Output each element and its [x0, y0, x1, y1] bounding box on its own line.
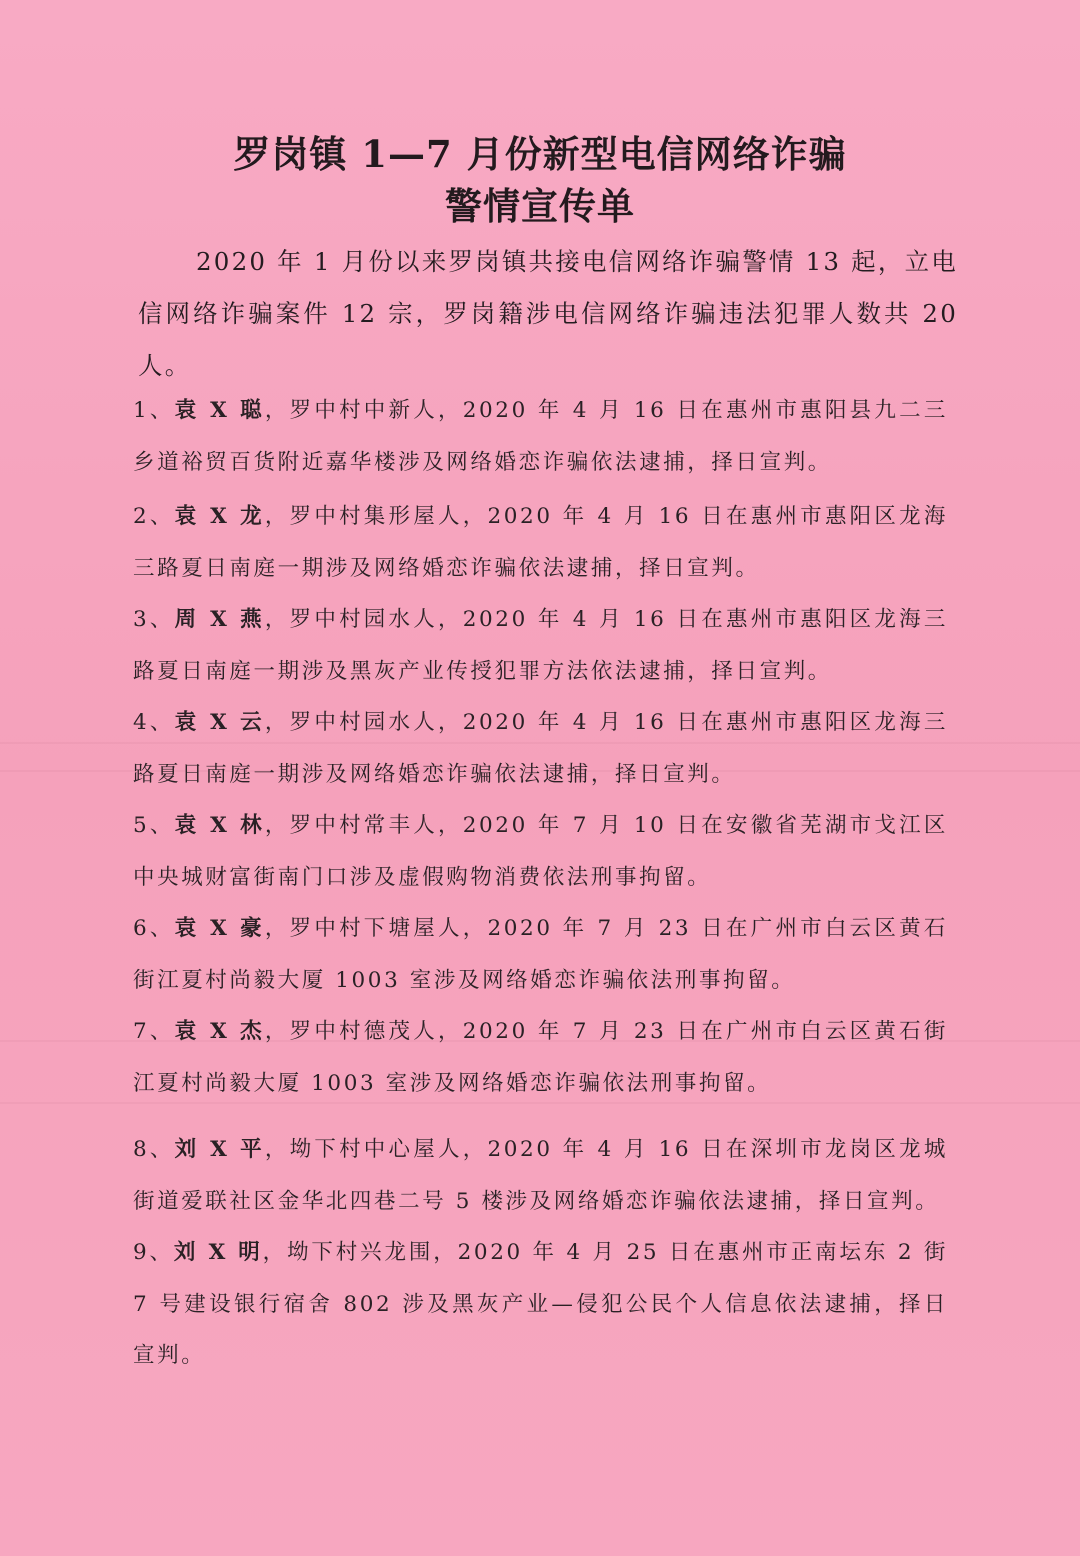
case-entry: [133, 1124, 948, 1227]
case-details: ，坳下村兴龙围，2020 年 4 月 25 日在惠州市正南坛东 2 街 7 号建设银行宿舍 802 涉及黑灰产业—侵犯公民个人信息依法逮捕，择日宣判。: [133, 1240, 948, 1368]
case-person-name: 刘 X 平: [174, 1137, 265, 1162]
case-person-name: 袁 X 龙: [174, 504, 265, 529]
case-details: ，罗中村园水人，2020 年 4 月 16 日在惠州市惠阳区龙海三路夏日南庭一期涉及黑灰产业传授犯罪方法依法逮捕，择日宣判。: [133, 607, 948, 684]
case-number: 7、: [133, 1019, 175, 1044]
case-number: 5、: [133, 813, 175, 838]
case-person-name: 袁 X 豪: [174, 916, 265, 941]
case-details: ，坳下村中心屋人，2020 年 4 月 16 日在深圳市龙岗区龙城街道爱联社区金华北四巷二号 5 楼涉及网络婚恋诈骗依法逮捕，择日宣判。: [133, 1137, 948, 1214]
case-number: 2、: [133, 504, 175, 529]
case-entry: [133, 385, 948, 488]
case-details: ，罗中村常丰人，2020 年 7 月 10 日在安徽省芜湖市戈江区中央城财富街南门口涉及虚假购物消费依法刑事拘留。: [133, 813, 948, 890]
case-entry: [133, 594, 948, 697]
case-details: ，罗中村集形屋人，2020 年 4 月 16 日在惠州市惠阳区龙海三路夏日南庭一期涉及网络婚恋诈骗依法逮捕，择日宣判。: [133, 504, 948, 581]
case-person-name: 袁 X 云: [174, 710, 265, 735]
case-number: 4、: [133, 710, 175, 735]
case-details: ，罗中村下塘屋人，2020 年 7 月 23 日在广州市白云区黄石街江夏村尚毅大厦 1003 室涉及网络婚恋诈骗依法刑事拘留。: [133, 916, 948, 993]
case-number: 1、: [133, 398, 175, 423]
case-entry: [133, 1227, 948, 1382]
case-person-name: 袁 X 林: [174, 813, 265, 838]
case-details: ，罗中村德茂人，2020 年 7 月 23 日在广州市白云区黄石街江夏村尚毅大厦 1003 室涉及网络婚恋诈骗依法刑事拘留。: [133, 1019, 948, 1096]
case-entry: [133, 800, 948, 903]
document-title-line-2: 警情宣传单: [445, 184, 635, 228]
case-person-name: 袁 X 聪: [174, 398, 265, 423]
case-details: ，罗中村中新人，2020 年 4 月 16 日在惠州市惠阳县九二三乡道裕贸百货附近嘉华楼涉及网络婚恋诈骗依法逮捕，择日宣判。: [133, 398, 948, 475]
intro-paragraph: 2020 年 1 月份以来罗岗镇共接电信网络诈骗警情 13 起，立电信网络诈骗案件 12 宗，罗岗籍涉电信网络诈骗违法犯罪人数共 20 人。: [138, 247, 958, 380]
case-entry: [133, 1006, 948, 1109]
case-details: ，罗中村园水人，2020 年 4 月 16 日在惠州市惠阳区龙海三路夏日南庭一期涉及网络婚恋诈骗依法逮捕，择日宣判。: [133, 710, 948, 787]
case-person-name: 周 X 燕: [174, 607, 265, 632]
case-entry: [133, 491, 948, 594]
case-number: 6、: [133, 916, 175, 941]
case-number: 8、: [133, 1137, 175, 1162]
case-number: 9、: [133, 1240, 174, 1265]
document-title-line-1: 罗岗镇 1—7 月份新型电信网络诈骗: [233, 132, 847, 176]
case-entry: [133, 903, 948, 1006]
case-entry: [133, 697, 948, 800]
case-person-name: 刘 X 明: [173, 1240, 263, 1265]
case-number: 3、: [133, 607, 175, 632]
case-person-name: 袁 X 杰: [174, 1019, 265, 1044]
